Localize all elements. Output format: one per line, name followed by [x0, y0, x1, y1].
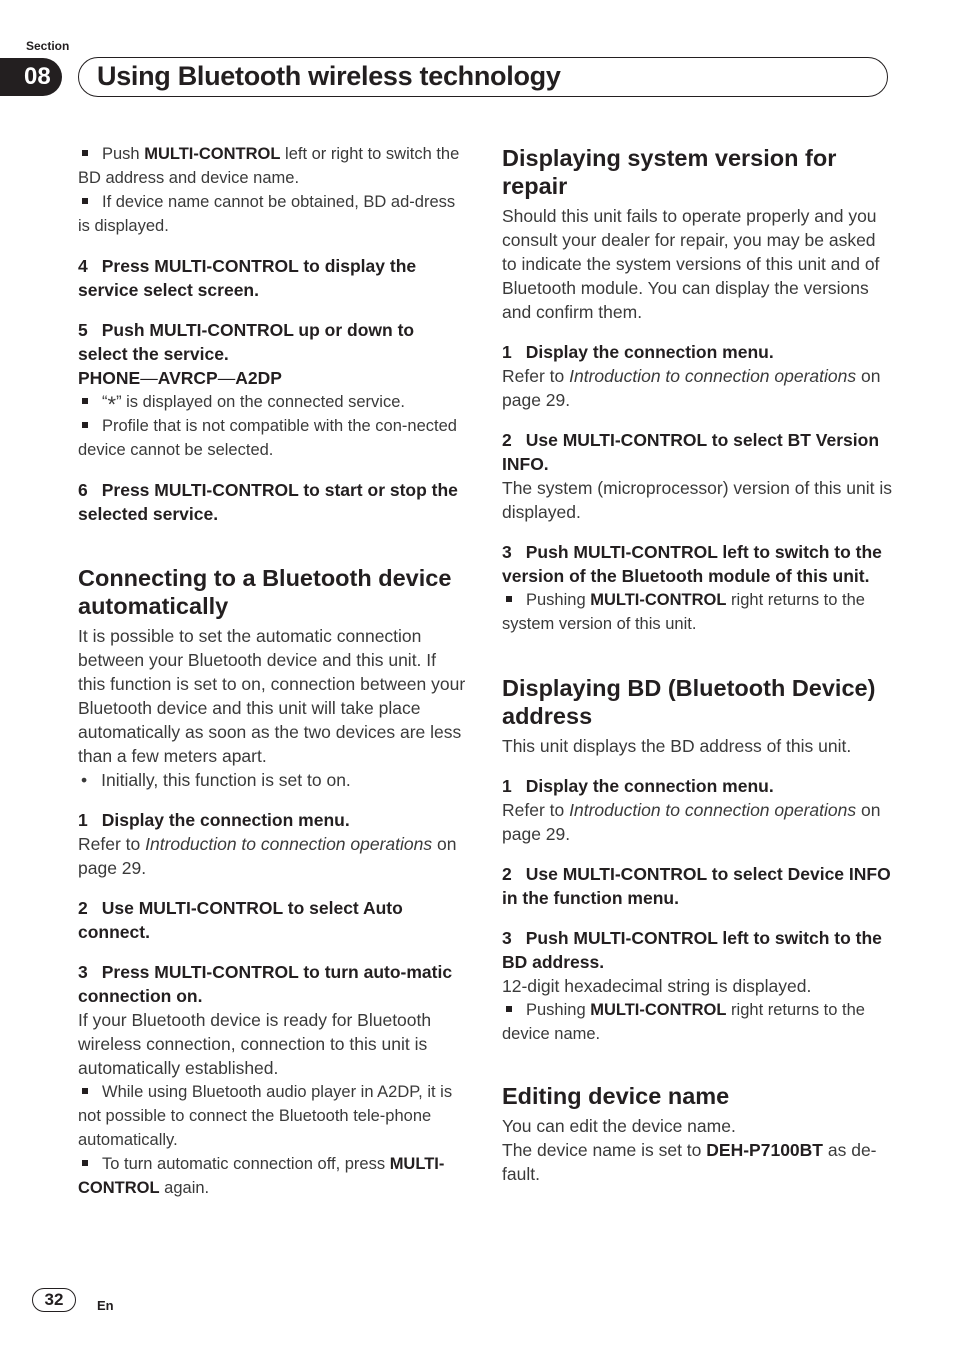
edit-body-1: You can edit the device name. — [502, 1116, 736, 1136]
section-title-box — [78, 57, 888, 97]
auto-step-3: 3 Press MULTI-CONTROL to turn auto-matic connection on. — [78, 962, 453, 1006]
version-body: Should this unit fails to operate properly and you consult your dealer for repair, you may be asked to indicate the system versions of this unit and of Bluetooth module. You can display the versions and confirm them. — [502, 206, 880, 322]
edit-body-2: The device name is set to DEH-P7100BT as de-fault. — [502, 1140, 877, 1184]
step-4: 4 Press MULTI-CONTROL to display the service select screen. — [78, 256, 417, 300]
auto-step-1: 1 Display the connection menu. — [78, 810, 350, 830]
note-bd-return: Pushing MULTI-CONTROL right returns to the device name. — [502, 1001, 865, 1043]
language-code: En — [97, 1298, 114, 1313]
page-number: 32 — [32, 1288, 76, 1312]
bd-step-1: 1 Display the connection menu. — [502, 776, 774, 796]
square-bullet-icon — [82, 1088, 88, 1094]
version-step-3: 3 Push MULTI-CONTROL left to switch to the version of the Bluetooth module of this unit. — [502, 542, 882, 586]
service-options: PHONE—AVRCP—A2DP — [78, 368, 282, 388]
asterisk-icon: * — [107, 392, 117, 417]
section-title: Using Bluetooth wireless technology — [97, 61, 561, 91]
auto-step-3-body: If your Bluetooth device is ready for Bluetooth wireless connection, connection to this unit is automatically established. — [78, 1010, 432, 1078]
heading-system-version: Displaying system version for repair — [502, 145, 837, 199]
bd-step-3-body: 12-digit hexadecimal string is displayed. — [502, 976, 812, 996]
heading-edit-device-name: Editing device name — [502, 1083, 730, 1109]
right-column — [502, 142, 892, 1186]
bd-ref: Refer to Introduction to connection operations on page 29. — [502, 800, 881, 844]
note-connected-service: “*” is displayed on the connected service. — [78, 390, 468, 414]
note-switch-bd-name: Push MULTI-CONTROL left or right to switch the BD address and device name. — [78, 145, 460, 187]
note-incompatible-profile: Profile that is not compatible with the con-nected device cannot be selected. — [78, 417, 457, 459]
version-ref: Refer to Introduction to connection operations on page 29. — [502, 366, 881, 410]
note-turn-off: To turn automatic connection off, press MULTI-CONTROL again. — [78, 1155, 445, 1197]
version-step-2-body: The system (microprocessor) version of this unit is displayed. — [502, 478, 892, 522]
square-bullet-icon — [82, 1160, 88, 1166]
square-bullet-icon — [82, 150, 88, 156]
heading-bd-address: Displaying BD (Bluetooth Device) address — [502, 675, 876, 729]
auto-ref: Refer to Introduction to connection operations on page 29. — [78, 834, 457, 878]
note-a2dp: While using Bluetooth audio player in A2DP, it is not possible to connect the Bluetooth tele-phone automatically. — [78, 1083, 453, 1149]
square-bullet-icon — [82, 398, 88, 404]
square-bullet-icon — [506, 596, 512, 602]
square-bullet-icon — [82, 422, 88, 428]
left-column — [78, 142, 468, 1200]
section-number: 08 — [0, 58, 62, 96]
heading-connect-auto: Connecting to a Bluetooth device automatically — [78, 565, 452, 619]
square-bullet-icon — [82, 198, 88, 204]
step-5: 5 Push MULTI-CONTROL up or down to select the service. — [78, 320, 415, 364]
step-6: 6 Press MULTI-CONTROL to start or stop the selected service. — [78, 480, 458, 524]
section-label: Section — [26, 39, 70, 53]
auto-step-2: 2 Use MULTI-CONTROL to select Auto connect. — [78, 898, 403, 942]
bd-step-3: 3 Push MULTI-CONTROL left to switch to the BD address. — [502, 928, 882, 972]
note-bd-address-fallback: If device name cannot be obtained, BD ad-dress is displayed. — [78, 193, 456, 235]
auto-default-bullet: • Initially, this function is set to on. — [81, 770, 351, 790]
bd-step-2: 2 Use MULTI-CONTROL to select Device INFO in the function menu. — [502, 864, 891, 908]
version-step-1: 1 Display the connection menu. — [502, 342, 774, 362]
version-step-2: 2 Use MULTI-CONTROL to select BT Version INFO. — [502, 430, 880, 474]
bd-body: This unit displays the BD address of this unit. — [502, 736, 852, 756]
note-version-return: Pushing MULTI-CONTROL right returns to the system version of this unit. — [502, 591, 865, 633]
auto-body: It is possible to set the automatic connection between your Bluetooth device and this unit. If this function is set to on, connection between your Bluetooth device and this unit will take place automatically as soon as the two devices are less than a few meters apart. — [78, 626, 466, 766]
square-bullet-icon — [506, 1006, 512, 1012]
